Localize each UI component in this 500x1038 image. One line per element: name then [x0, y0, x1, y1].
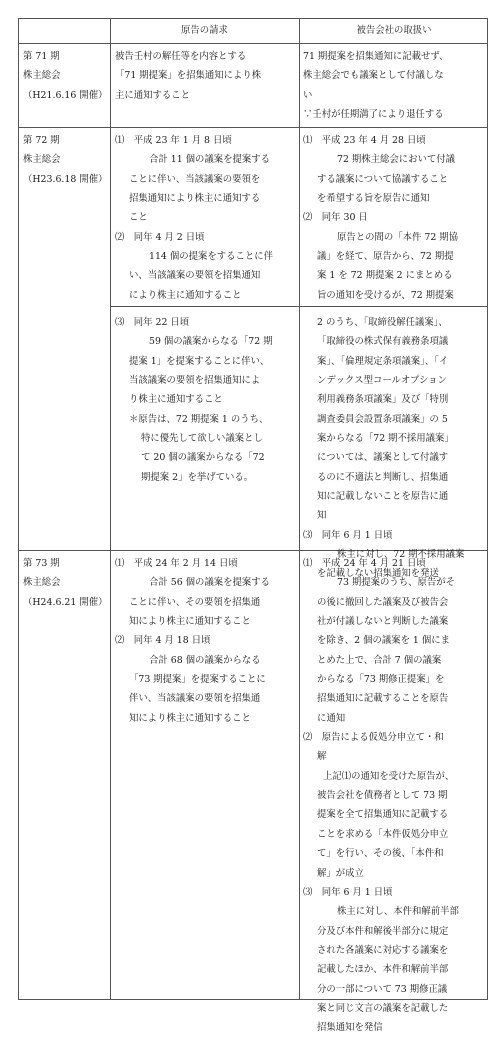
- claim-line: 招集通知により株主に通知する: [129, 193, 261, 205]
- handling-line: する議案について協議すること: [317, 173, 449, 185]
- handling-line: ことを求める「本件仮処分申立: [317, 828, 449, 840]
- handling-line: 株主に対し、本件和解前半部: [337, 906, 459, 918]
- column-divider: [299, 19, 300, 999]
- claim-line: 「71 期提案」を招集通知により株: [115, 70, 262, 82]
- meeting-line: （H24.6.21 開催）: [23, 596, 108, 608]
- handling-line: の後に撤回した議案及び被告会: [317, 596, 449, 608]
- claim-line: 114 個の提案をすることに伴: [149, 251, 274, 263]
- handling-line: 分の一部について 73 期修正議: [317, 983, 448, 995]
- handling-line: ⑵ 同年 30 日: [303, 212, 368, 224]
- handling-line: 案からなる「72 期不採用議案」: [317, 433, 454, 445]
- handling-line: 73 期提案のうち、原告がそ: [337, 577, 456, 589]
- handling-line: 提案を全て招集通知に記載する: [317, 809, 449, 821]
- handling-line: 解」が成立: [317, 867, 364, 879]
- meeting-line: 株主総会: [23, 154, 61, 166]
- handling-line: 上記⑴の通知を受けた原告が、: [323, 770, 455, 782]
- meeting-71: [23, 47, 107, 105]
- handling-line: 旨の通知を受けるが、72 期提案: [317, 289, 454, 301]
- meeting-line: （H23.6.18 開催）: [23, 173, 108, 185]
- handling-line: 議」を経て、原告から、72 期提: [317, 251, 454, 263]
- meeting-73: [23, 554, 107, 612]
- comparison-table: [18, 18, 488, 1034]
- row-divider: [19, 127, 487, 128]
- handling-72-bottom: [303, 313, 464, 584]
- handling-line: 71 期提案を招集通知に記載せず、: [303, 51, 449, 62]
- meeting-line: （H21.6.16 開催）: [23, 89, 108, 101]
- header-claim: 原告の請求: [181, 25, 228, 36]
- handling-line: 「取締役の株式保有義務条項議: [317, 336, 449, 348]
- claim-line: ＊原告は、72 期提案 1 のうち、: [129, 413, 269, 425]
- handling-line: 知に記載しないことを原告に通: [317, 491, 449, 503]
- claim-line: により株主に通知すること: [129, 289, 242, 301]
- meeting-line: 第 71 期: [23, 51, 60, 62]
- claim-73: [115, 554, 270, 728]
- claim-71: [115, 47, 261, 105]
- claim-line: 知により株主に通知すること: [129, 616, 251, 628]
- handling-line: 分及び本件和解後半部分に規定: [317, 925, 449, 937]
- handling-line: を除き、2 個の議案を 1 個にま: [317, 635, 450, 647]
- handling-line: 案」、「倫理規定条項議案」、「イ: [317, 355, 449, 367]
- handling-line: るのに不適法と判断し、招集通: [317, 471, 449, 483]
- claim-line: 主に通知すること: [115, 89, 191, 101]
- claim-line: 59 個の議案からなる「72 期: [149, 336, 273, 348]
- handling-line: 調査委員会設置条項議案」の 5: [317, 413, 448, 425]
- row-divider: [19, 43, 487, 44]
- handling-line: 72 期株主総会において付議: [337, 154, 456, 166]
- claim-line: 期提案 2」を挙げている。: [141, 471, 254, 483]
- handling-line: 解: [317, 751, 327, 763]
- handling-line: とめた上で、合計 7 個の議案: [317, 654, 442, 666]
- claim-line: 被告壬村の解任等を内容とする: [115, 51, 247, 62]
- claim-line: ⑵ 同年 4 月 2 日頃: [115, 231, 205, 243]
- handling-line: された各議案に対応する議案を: [317, 944, 449, 956]
- meeting-line: 株主総会: [23, 577, 61, 589]
- handling-line: 案と同じ文言の議案を記載した: [317, 1002, 449, 1014]
- meeting-line: 第 72 期: [23, 135, 60, 146]
- handling-line: 案 1 を 72 期提案 2 にまとめる: [317, 270, 453, 282]
- handling-line: については、議案として付議す: [317, 452, 449, 464]
- claim-line: 合計 11 個の議案を提案する: [149, 154, 271, 166]
- column-divider: [110, 19, 111, 999]
- claim-line: 提案 1」を提案することに伴い、: [129, 355, 270, 367]
- claim-line: 当該議案の要領を招集通知によ: [129, 375, 261, 387]
- handling-line: ⑶ 同年 6 月 1 日頃: [303, 529, 393, 541]
- handling-line: 知: [317, 510, 327, 522]
- handling-line: 招集通知を発信: [317, 1022, 383, 1034]
- claim-line: て 20 個の議案からなる「72: [141, 452, 265, 464]
- claim-line: 合計 68 個の議案からなる: [149, 654, 261, 666]
- handling-line: ⑴ 平成 23 年 4 月 28 日頃: [303, 135, 426, 146]
- claim-line: こと: [129, 212, 148, 224]
- claim-line: 知により株主に通知すること: [129, 712, 251, 724]
- handling-line: を希望する旨を原告に通知: [317, 193, 430, 205]
- claim-line: 特に優先して欲しい議案とし: [141, 433, 263, 445]
- handling-line: て」を行い、その後、「本件和: [317, 848, 444, 860]
- handling-line: い: [303, 89, 313, 101]
- handling-line: に通知: [317, 712, 346, 724]
- claim-72-bottom: [115, 313, 273, 487]
- handling-line: を記載しない招集通知を発送: [317, 568, 439, 580]
- claim-line: 「73 期提案」を提案することに: [129, 674, 266, 686]
- claim-line: ことに伴い、その要領を招集通: [129, 596, 261, 608]
- handling-line: 原告との間の「本件 72 期協: [337, 231, 459, 243]
- handling-line: 2 のうち、「取締役解任議案」、: [317, 317, 448, 328]
- handling-line: 記載したほか、本件和解前半部: [317, 964, 449, 976]
- handling-line: からなる「73 期修正提案」を: [317, 674, 445, 686]
- handling-line: ⑶ 同年 6 月 1 日頃: [303, 886, 393, 898]
- claim-line: ⑶ 同年 22 日頃: [115, 317, 190, 328]
- claim-line: い、当該議案の要領を招集通知: [129, 270, 261, 282]
- handling-line: ⑵ 原告による仮処分申立て・和: [303, 732, 444, 744]
- claim-line: 伴い、当該議案の要領を招集通: [129, 693, 261, 705]
- claim-line: 合計 56 個の議案を提案する: [149, 577, 271, 589]
- handling-line: ∵壬村が任期満了により退任する: [303, 109, 444, 121]
- claim-line: ⑵ 同年 4 月 18 日頃: [115, 635, 211, 647]
- handling-line: 招集通知に記載することを原告: [317, 693, 449, 705]
- handling-line: 利用義務条項議案」及び「特別: [317, 394, 449, 406]
- handling-line: 社が付議しないと判断した議案: [317, 616, 449, 628]
- meeting-72: [23, 131, 107, 189]
- claim-72-top: [115, 131, 273, 305]
- handling-line: 被告会社を債務者として 73 期: [317, 790, 448, 802]
- claim-line: ことに伴い、当該議案の要領を: [129, 173, 261, 185]
- claim-line: ⑴ 平成 23 年 1 月 8 日頃: [115, 135, 232, 146]
- handling-line: 株主総会でも議案として付議しな: [303, 70, 444, 82]
- claim-line: り株主に通知すること: [129, 394, 223, 406]
- handling-line: ⑴ 平成 24 年 4 月 21 日頃: [303, 558, 426, 569]
- meeting-line: 第 73 期: [23, 558, 60, 569]
- handling-72-top: [303, 131, 458, 305]
- handling-line: ンデックス型コールオプション: [317, 375, 447, 387]
- meeting-line: 株主総会: [23, 70, 61, 82]
- claim-line: ⑴ 平成 24 年 2 月 14 日頃: [115, 558, 238, 569]
- handling-line: 株主に対し、72 期不採用議案: [337, 549, 465, 561]
- row-divider: [110, 306, 487, 307]
- handling-73: [303, 554, 459, 1038]
- header-handling: 被告会社の取扱い: [356, 25, 432, 36]
- handling-71: [303, 47, 448, 124]
